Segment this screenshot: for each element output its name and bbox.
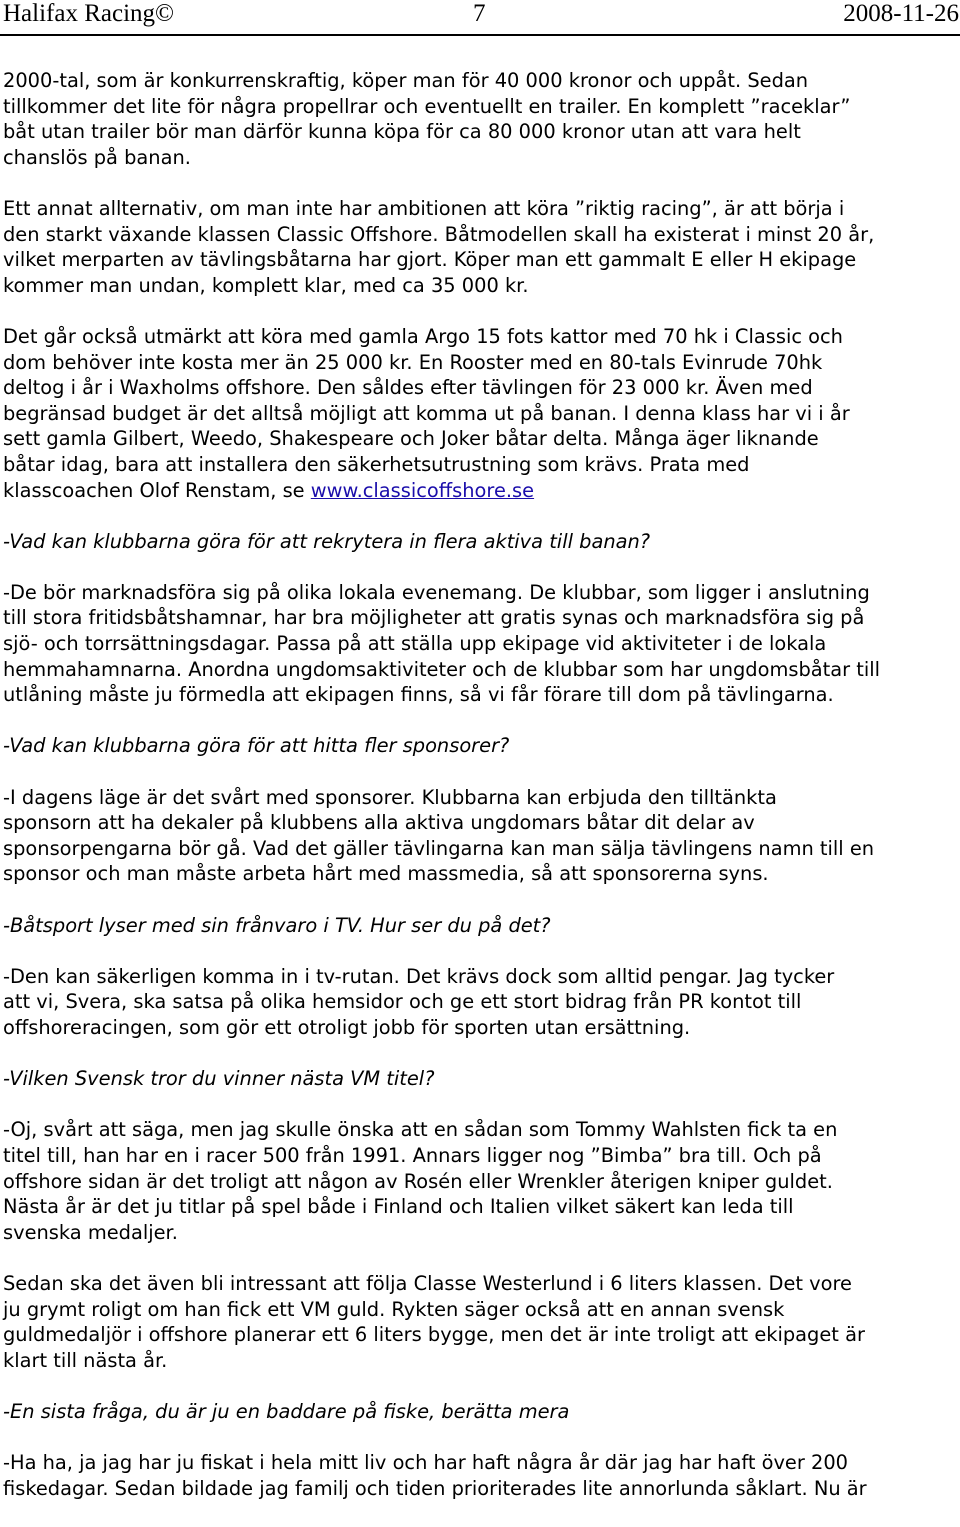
text-line: sett gamla Gilbert, Weedo, Shakespeare och Joker båtar delta. Många äger liknande bbox=[3, 427, 819, 451]
question-paragraph bbox=[3, 913, 960, 939]
text-line: till stora fritidsbåtshamnar, har bra möjligheter att gratis synas och marknadsföra sig på bbox=[3, 606, 865, 630]
body-paragraph bbox=[3, 1271, 960, 1373]
text-line: att vi, Svera, ska satsa på olika hemsidor och ge ett stort bidrag från PR kontot till bbox=[3, 990, 802, 1014]
text-line: sponsorpengarna bör gå. Vad det gäller tävlingarna kan man sälja tävlingens namn till en bbox=[3, 836, 875, 860]
text-line: båtar idag, bara att installera den säkerhetsutrustning som krävs. Prata med bbox=[3, 452, 750, 476]
body-paragraph bbox=[3, 324, 960, 503]
body-paragraph bbox=[3, 1117, 960, 1245]
article-body bbox=[3, 68, 960, 1527]
question-paragraph bbox=[3, 529, 960, 555]
text-line: kommer man undan, komplett klar, med ca 35 000 kr. bbox=[3, 273, 529, 297]
text-line: utlåning måste ju förmedla att ekipagen finns, så vi får förare till dom på tävlingarna. bbox=[3, 683, 834, 707]
text-line: Det går också utmärkt att köra med gamla Argo 15 fots kattor med 70 hk i Classic och bbox=[3, 324, 843, 348]
text-line: guldmedaljör i offshore planerar ett 6 liters bygge, men det är inte troligt att ekipaget är bbox=[3, 1323, 865, 1347]
header-divider bbox=[0, 34, 960, 36]
text-line: chanslös på banan. bbox=[3, 145, 191, 169]
header-date: 2008-11-26 bbox=[843, 0, 959, 27]
text-line: -I dagens läge är det svårt med sponsorer. Klubbarna kan erbjuda den tilltänkta bbox=[3, 785, 777, 809]
text-line: -Ha ha, ja jag har ju fiskat i hela mitt liv och har haft några år där jag har haft över 200 bbox=[3, 1451, 849, 1475]
page-header bbox=[0, 0, 960, 44]
text-line: -Vad kan klubbarna göra för att hitta fler sponsorer? bbox=[3, 734, 510, 758]
text-line: 2000-tal, som är konkurrenskraftig, köper man för 40 000 kronor och uppåt. Sedan bbox=[3, 69, 809, 92]
text-line: dom behöver inte kosta mer än 25 000 kr. En Rooster med en 80-tals Evinrude 70hk bbox=[3, 350, 823, 374]
text-line: -Oj, svårt att säga, men jag skulle önska att en sådan som Tommy Wahlsten fick ta en bbox=[3, 1118, 838, 1142]
body-paragraph bbox=[3, 1450, 960, 1501]
text-line: offshore sidan är det troligt att någon av Rosén eller Wrenkler återigen kniper guldet. bbox=[3, 1169, 833, 1193]
question-paragraph bbox=[3, 733, 960, 759]
text-line: båt utan trailer bör man därför kunna köpa för ca 80 000 kronor utan att vara helt bbox=[3, 120, 801, 144]
text-line: -Båtsport lyser med sin frånvaro i TV. Hur ser du på det? bbox=[3, 913, 551, 937]
body-paragraph bbox=[3, 68, 960, 170]
text-line: -En sista fråga, du är ju en baddare på fiske, berätta mera bbox=[3, 1399, 570, 1423]
text-line: deltog i år i Waxholms offshore. Den såldes efter tävlingen för 23 000 kr. Även med bbox=[3, 376, 813, 400]
body-paragraph bbox=[3, 964, 960, 1041]
text-line: Ett annat allternativ, om man inte har ambitionen att köra ”riktig racing”, är att börja i bbox=[3, 196, 845, 220]
text-line: -Den kan säkerligen komma in i tv-rutan. Det krävs dock som alltid pengar. Jag tycker bbox=[3, 964, 835, 988]
text-line: -Vilken Svensk tror du vinner nästa VM titel? bbox=[3, 1067, 435, 1091]
text-line: vilket merparten av tävlingsbåtarna har gjort. Köper man ett gammalt E eller H ekipage bbox=[3, 248, 857, 272]
text-line: begränsad budget är det alltså möjligt att komma ut på banan. I denna klass har vi i år bbox=[3, 401, 850, 425]
body-paragraph bbox=[3, 196, 960, 298]
text-line: -De bör marknadsföra sig på olika lokala evenemang. De klubbar, som ligger i anslutning bbox=[3, 580, 870, 604]
website-link[interactable]: www.classicoffshore.se bbox=[310, 478, 535, 502]
text-line: sponsorn att ha dekaler på klubbens alla aktiva ungdomars båtar dit delar av bbox=[3, 811, 755, 835]
header-title: Halifax Racing© bbox=[3, 0, 175, 27]
text-line: Nästa år är det ju titlar på spel både i Finland och Italien vilket säkert kan leda till bbox=[3, 1195, 794, 1219]
text-line: sponsor och man måste arbeta hårt med massmedia, så att sponsorerna syns. bbox=[3, 862, 769, 886]
text-line: hemmahamnarna. Anordna ungdomsaktiviteter och de klubbar som har ungdomsbåtar till bbox=[3, 657, 881, 681]
body-paragraph bbox=[3, 580, 960, 708]
text-line: fiskedagar. Sedan bildade jag familj och tiden prioriterades lite annorlunda såklart. Nu är bbox=[3, 1476, 867, 1500]
text-line: ju grymt roligt om han fick ett VM guld. Rykten säger också att en annan svensk bbox=[3, 1297, 785, 1321]
body-paragraph bbox=[3, 785, 960, 887]
text-line: Sedan ska det även bli intressant att följa Classe Westerlund i 6 liters klassen. Det vore bbox=[3, 1271, 852, 1295]
text-line: -Vad kan klubbarna göra för att rekrytera in flera aktiva till banan? bbox=[3, 529, 651, 553]
text-line: klart till nästa år. bbox=[3, 1348, 168, 1372]
text-line: sjö- och torrsättningsdagar. Passa på att ställa upp ekipage vid aktiviteter i de lokala bbox=[3, 632, 827, 656]
question-paragraph bbox=[3, 1399, 960, 1425]
text-line: offshoreracingen, som gör ett otroligt jobb för sporten utan ersättning. bbox=[3, 1015, 691, 1039]
text-line: svenska medaljer. bbox=[3, 1220, 178, 1244]
text-line-prefix: klasscoachen Olof Renstam, se bbox=[3, 478, 311, 502]
page-number: 7 bbox=[473, 0, 486, 27]
text-line: titel till, han har en i racer 500 från 1991. Annars ligger nog ”Bimba” bra till. Och på bbox=[3, 1143, 822, 1167]
question-paragraph bbox=[3, 1066, 960, 1092]
text-line bbox=[3, 478, 960, 504]
text-line: tillkommer det lite för några propellrar och eventuellt en trailer. En komplett ”raceklar” bbox=[3, 94, 851, 118]
text-line: den starkt växande klassen Classic Offshore. Båtmodellen skall ha existerat i minst 20 år, bbox=[3, 222, 875, 246]
